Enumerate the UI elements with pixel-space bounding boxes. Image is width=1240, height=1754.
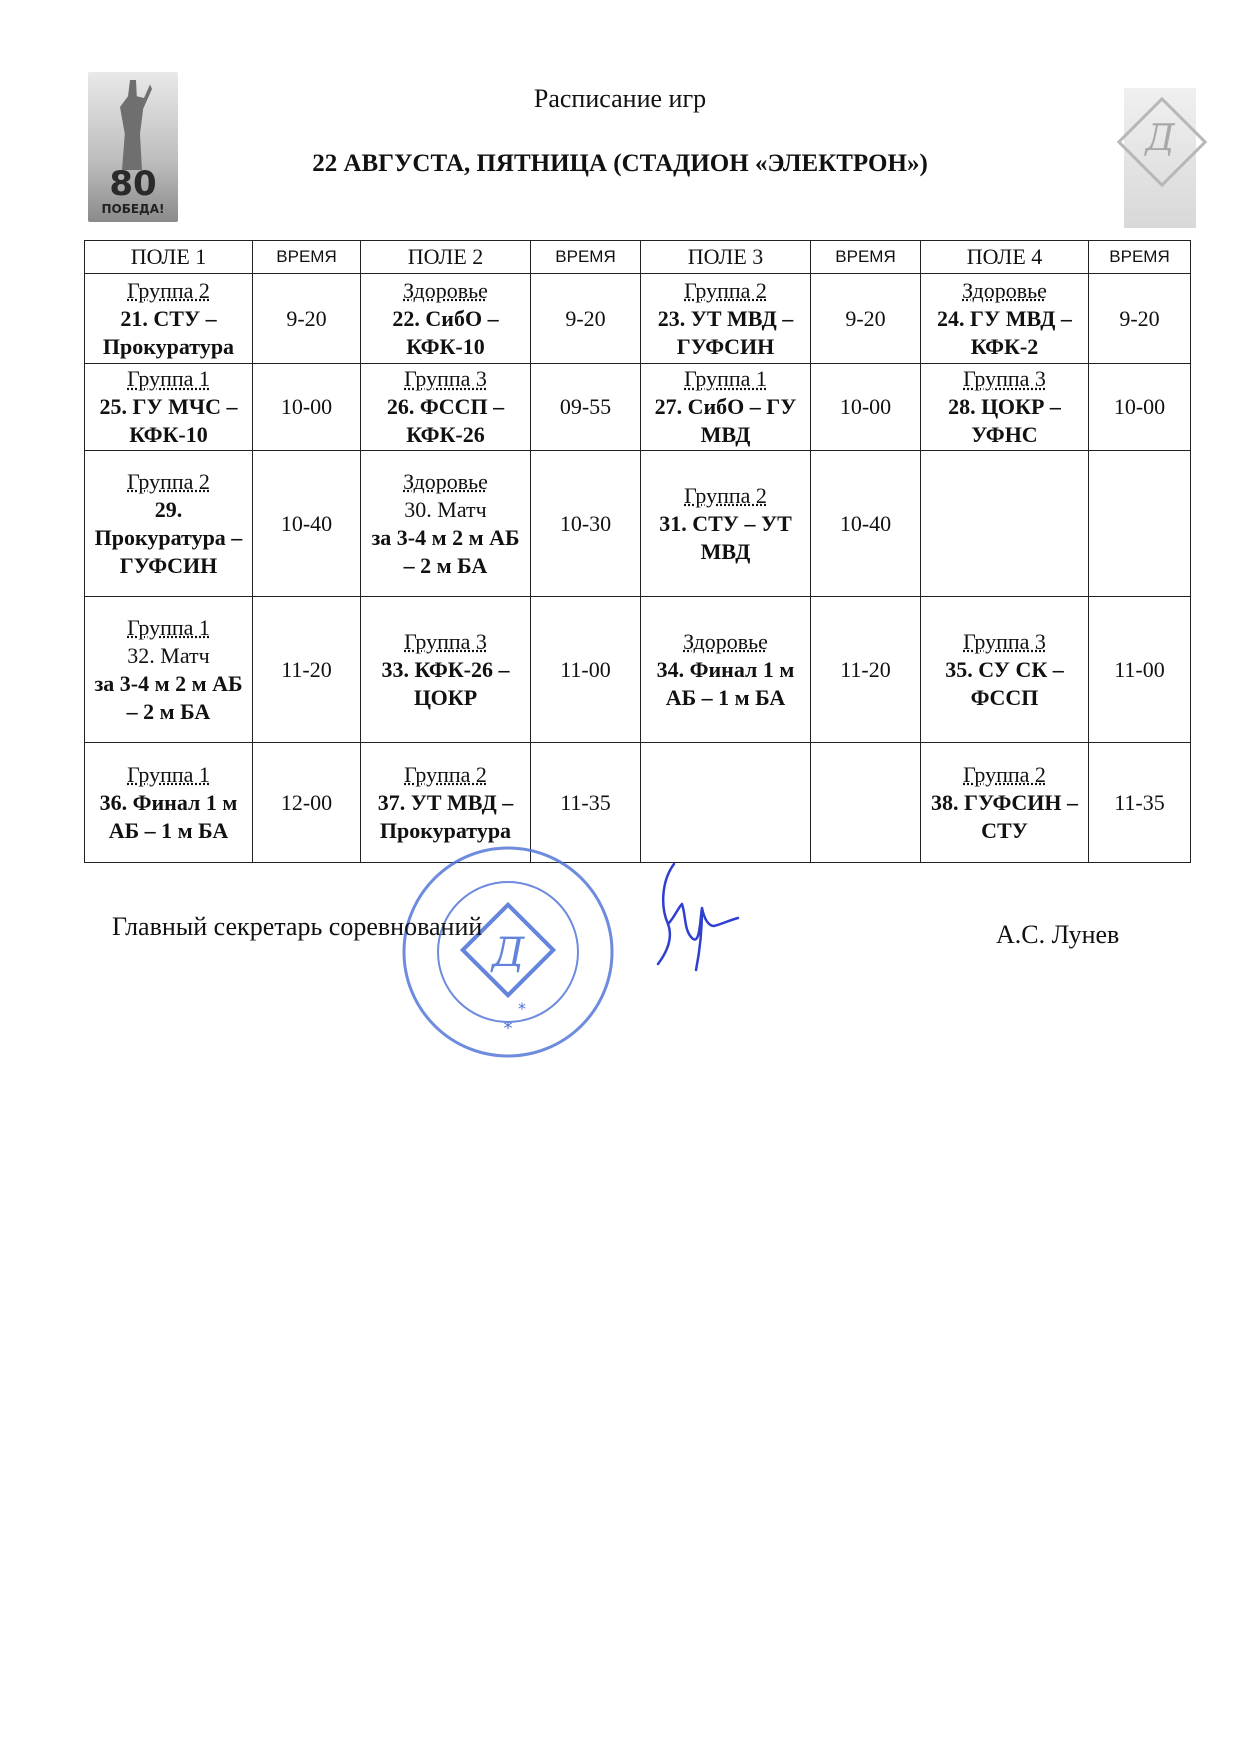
header-time-3: ВРЕМЯ	[811, 241, 921, 274]
time-cell: 11-00	[531, 597, 641, 743]
table-header-row	[85, 241, 1191, 274]
group-label: Группа 2	[684, 482, 767, 508]
table-row	[85, 451, 1191, 597]
time-cell: 9-20	[253, 274, 361, 364]
time-cell: 10-40	[253, 451, 361, 597]
header-field-4: ПОЛЕ 4	[921, 241, 1089, 274]
match-cell	[85, 451, 253, 597]
secretary-position: Главный секретарь соревнований	[112, 912, 483, 941]
match-cell	[641, 274, 811, 364]
group-label: Группа 1	[684, 366, 767, 391]
time-cell: 10-00	[1089, 364, 1191, 451]
match-cell	[85, 274, 253, 364]
table-row	[85, 597, 1191, 743]
time-cell: 12-00	[253, 743, 361, 863]
header-field-2: ПОЛЕ 2	[361, 241, 531, 274]
time-cell: 10-00	[811, 364, 921, 451]
match-cell	[921, 274, 1089, 364]
group-label: Группа 3	[404, 366, 487, 391]
time-cell: 9-20	[531, 274, 641, 364]
match-label: 24. ГУ МВД – КФК-2	[937, 305, 1072, 359]
match-cell	[921, 597, 1089, 743]
time-cell: 10-00	[253, 364, 361, 451]
match-label: 29. Прокуратура – ГУФСИН	[94, 496, 243, 578]
match-cell	[85, 743, 253, 863]
header-field-1: ПОЛЕ 1	[85, 241, 253, 274]
group-label: Группа 1	[127, 761, 210, 787]
empty-cell	[921, 451, 1089, 597]
schedule-table	[84, 240, 1191, 863]
empty-cell	[641, 743, 811, 863]
match-label: 23. УТ МВД – ГУФСИН	[657, 305, 794, 359]
dynamo-letter: Д	[1145, 118, 1175, 159]
match-cell	[361, 274, 531, 364]
logo-word: ПОБЕДА!	[101, 202, 165, 216]
svg-text:Д: Д	[491, 930, 525, 976]
group-label: Группа 1	[127, 614, 210, 640]
group-label: Здоровье	[683, 628, 768, 654]
time-cell: 11-35	[531, 743, 641, 863]
time-cell: 11-00	[1089, 597, 1191, 743]
empty-time-cell	[811, 743, 921, 863]
time-cell: 09-55	[531, 364, 641, 451]
group-label: Здоровье	[962, 277, 1047, 303]
match-label: 22. СибО – КФК-10	[392, 305, 499, 359]
time-cell: 11-20	[811, 597, 921, 743]
header-time-1: ВРЕМЯ	[253, 241, 361, 274]
match-label: 26. ФССП – КФК-26	[386, 394, 505, 447]
page-subtitle: 22 АВГУСТА, ПЯТНИЦА (СТАДИОН «ЭЛЕКТРОН»)	[312, 150, 928, 177]
time-cell: 11-20	[253, 597, 361, 743]
match-cell	[361, 451, 531, 597]
match-label: 36. Финал 1 м АБ – 1 м БА	[99, 789, 238, 843]
time-cell: 9-20	[1089, 274, 1191, 364]
match-cell	[921, 743, 1089, 863]
match-label: 27. СибО – ГУ МВД	[654, 394, 797, 447]
group-label: Группа 3	[404, 628, 487, 654]
group-label: Группа 2	[404, 761, 487, 787]
match-cell	[85, 364, 253, 451]
svg-text:*: *	[518, 999, 526, 1018]
match-cell	[85, 597, 253, 743]
match-label: 21. СТУ – Прокуратура	[102, 305, 235, 359]
match-cell	[641, 597, 811, 743]
time-cell: 10-40	[811, 451, 921, 597]
time-cell: 11-35	[1089, 743, 1191, 863]
match-label: 34. Финал 1 м АБ – 1 м БА	[656, 656, 795, 710]
match-title: 30. Матч	[404, 496, 487, 522]
match-label: 35. СУ СК – ФССП	[945, 656, 1064, 710]
group-label: Здоровье	[403, 277, 488, 303]
table-row	[85, 364, 1191, 451]
secretary-name: А.С. Лунев	[996, 920, 1120, 949]
group-label: Группа 2	[127, 468, 210, 494]
time-cell: 9-20	[811, 274, 921, 364]
table-row	[85, 743, 1191, 863]
victory-80-logo	[88, 72, 178, 222]
match-title: 32. Матч	[127, 642, 210, 668]
group-label: Группа 2	[684, 277, 767, 303]
group-label: Группа 2	[127, 277, 210, 303]
match-label: 37. УТ МВД – Прокуратура	[377, 789, 514, 843]
time-cell: 10-30	[531, 451, 641, 597]
svg-text:*: *	[503, 1018, 513, 1039]
match-label: 31. СТУ – УТ МВД	[659, 510, 792, 564]
group-label: Группа 1	[127, 366, 210, 391]
header-field-3: ПОЛЕ 3	[641, 241, 811, 274]
match-label: 33. КФК-26 – ЦОКР	[381, 656, 510, 710]
group-label: Здоровье	[403, 468, 488, 494]
match-cell	[921, 364, 1089, 451]
header-time-2: ВРЕМЯ	[531, 241, 641, 274]
official-stamp	[398, 842, 618, 1062]
match-cell	[641, 451, 811, 597]
table-row	[85, 274, 1191, 364]
match-cell	[641, 364, 811, 451]
match-label: за 3-4 м 2 м АБ – 2 м БА	[94, 670, 243, 724]
group-label: Группа 2	[963, 761, 1046, 787]
group-label: Группа 3	[963, 628, 1046, 654]
match-label: 25. ГУ МЧС – КФК-10	[99, 394, 238, 447]
match-label: за 3-4 м 2 м АБ – 2 м БА	[371, 524, 520, 578]
header-time-4: ВРЕМЯ	[1089, 241, 1191, 274]
match-label: 28. ЦОКР – УФНС	[948, 394, 1061, 447]
match-cell	[361, 597, 531, 743]
page-title: Расписание игр	[533, 84, 707, 113]
empty-time-cell	[1089, 451, 1191, 597]
motherland-statue-icon	[112, 80, 152, 170]
logo-number: 80	[109, 164, 157, 204]
match-cell	[361, 364, 531, 451]
signature	[656, 860, 740, 972]
dynamo-logo	[1124, 88, 1196, 228]
group-label: Группа 3	[963, 366, 1046, 391]
match-label: 38. ГУФСИН – СТУ	[930, 789, 1079, 843]
